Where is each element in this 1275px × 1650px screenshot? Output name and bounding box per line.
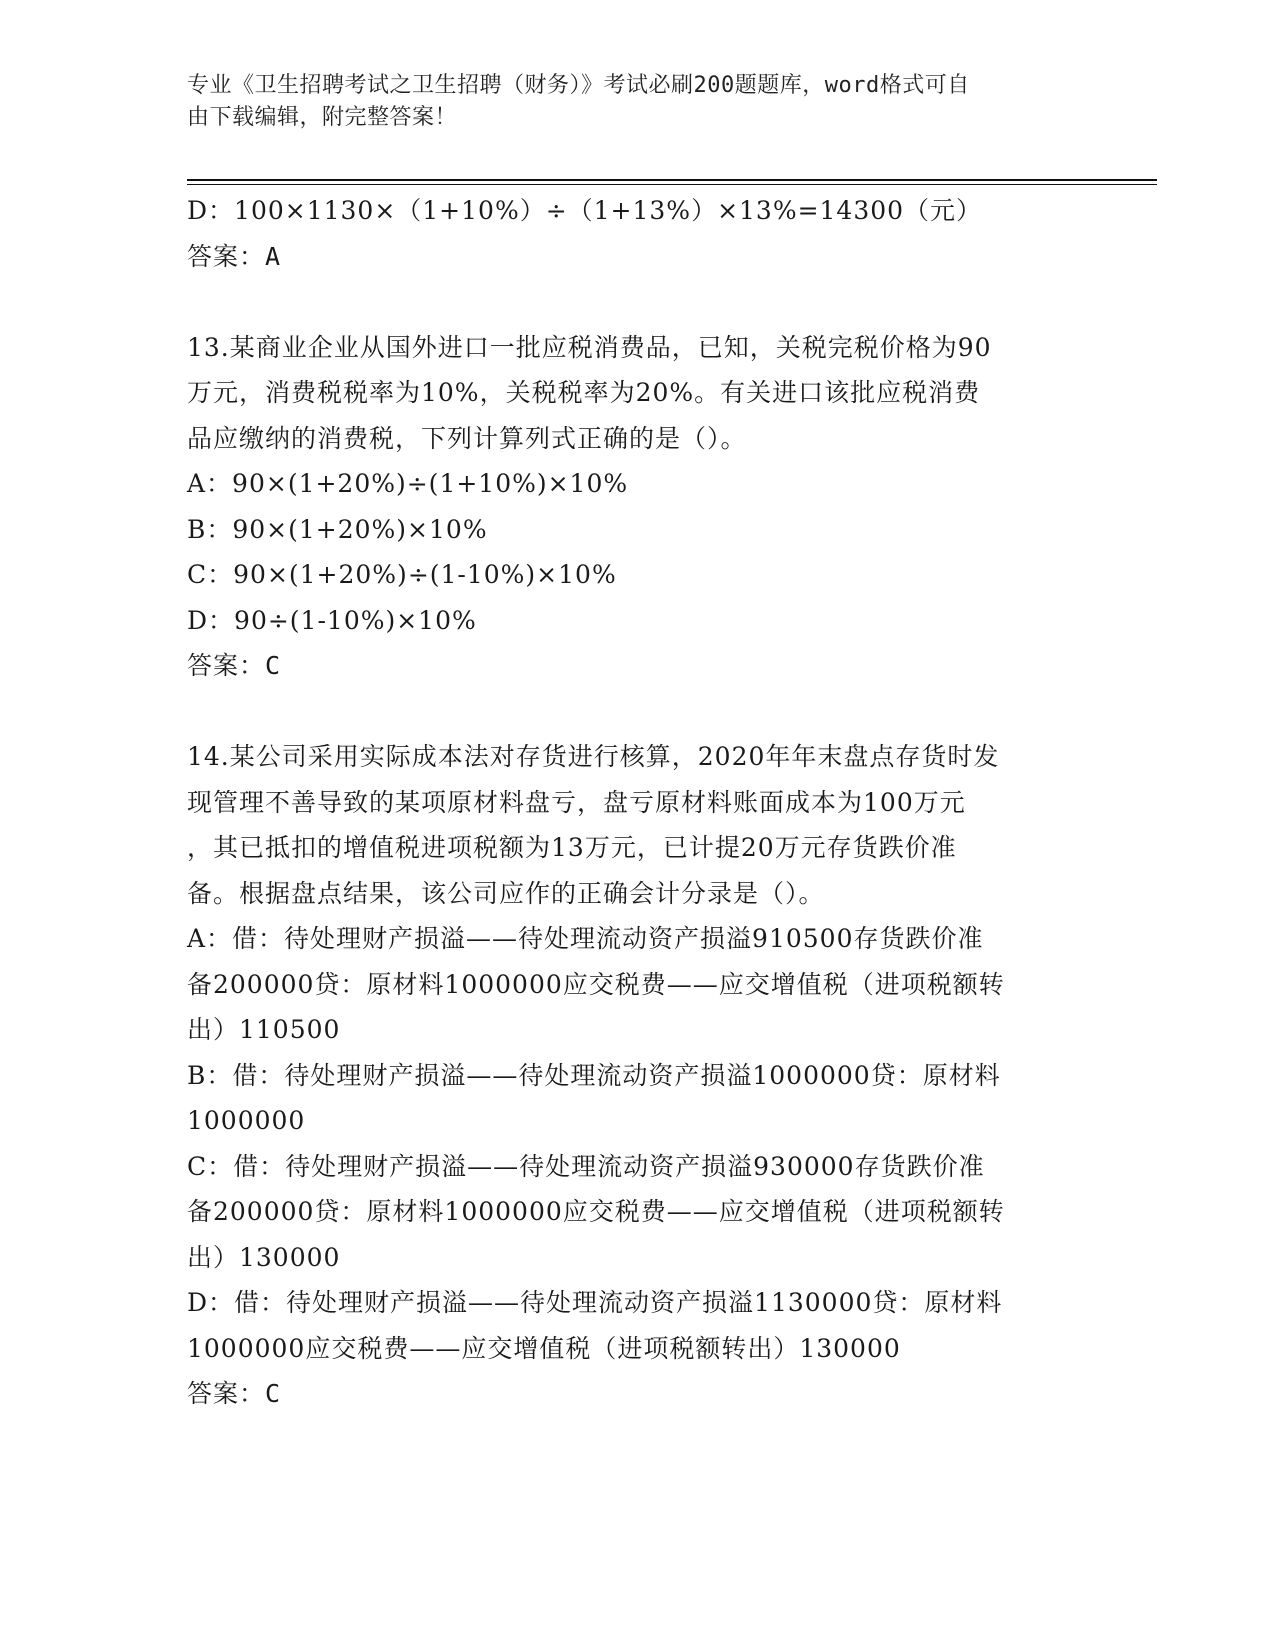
question-stem-line: 万元，消费税税率为10%，关税税率为20%。有关进口该批应税消费	[187, 378, 981, 407]
option-d-line: D：借：待处理财产损溢——待处理流动资产损溢1130000贷：原材料	[187, 1288, 1003, 1317]
spacer	[187, 689, 1087, 735]
option-a: A：90×(1+20%)÷(1+10%)×10%	[187, 469, 629, 498]
option-c: C：90×(1+20%)÷(1-10%)×10%	[187, 560, 617, 589]
option-c-line: 出）130000	[187, 1242, 341, 1272]
question-stem-line: 品应缴纳的消费税，下列计算列式正确的是（）。	[187, 423, 747, 453]
option-b-line: 1000000	[187, 1106, 306, 1135]
option-a-line: A：借：待处理财产损溢——待处理流动资产损溢910500存货跌价准	[187, 924, 984, 953]
option-b-line: B：借：待处理财产损溢——待处理流动资产损溢1000000贷：原材料	[187, 1060, 1001, 1090]
option-d-line: 1000000应交税费——应交增值税（进项税额转出）130000	[187, 1333, 901, 1363]
question-stem-line: 备。根据盘点结果，该公司应作的正确会计分录是（）。	[187, 878, 825, 908]
question-14	[187, 734, 1087, 1417]
option-a-line: 出）110500	[187, 1015, 341, 1044]
document-body	[187, 188, 1087, 1417]
header-rule-thick	[187, 179, 1157, 181]
header-line-2: 由下载编辑，附完整答案！	[187, 105, 458, 130]
page-header	[187, 70, 1087, 134]
option-c-line: 备200000贷：原材料1000000应交税费——应交增值税（进项税额转	[187, 1197, 1005, 1226]
question-stem-line: ，其已抵扣的增值税进项税额为13万元，已计提20万元存货跌价准	[187, 833, 957, 862]
option-d: D：100×1130×（1+10%）÷（1+13%）×13%=14300（元）	[187, 196, 983, 225]
option-c-line: C：借：待处理财产损溢——待处理流动资产损溢930000存货跌价准	[187, 1151, 985, 1181]
question-stem-line: 13.某商业企业从国外进口一批应税消费品，已知，关税完税价格为90	[187, 332, 992, 362]
header-rule-thin	[187, 184, 1157, 185]
spacer	[187, 279, 1087, 325]
question-stem-line: 14.某公司采用实际成本法对存货进行核算，2020年年末盘点存货时发	[187, 742, 1000, 771]
option-d: D：90÷(1-10%)×10%	[187, 605, 477, 635]
header-line-1: 专业《卫生招聘考试之卫生招聘（财务）》考试必刷200题题库，word格式可自	[187, 73, 970, 98]
question-stem-line: 现管理不善导致的某项原材料盘亏，盘亏原材料账面成本为100万元	[187, 787, 966, 817]
question-13	[187, 325, 1087, 689]
answer-line: 答案：C	[187, 1379, 282, 1408]
answer-line: 答案：A	[187, 241, 282, 271]
option-a-line: 备200000贷：原材料1000000应交税费——应交增值税（进项税额转	[187, 969, 1005, 999]
option-b: B：90×(1+20%)×10%	[187, 514, 488, 544]
answer-line: 答案：C	[187, 651, 282, 680]
previous-question-tail	[187, 188, 1087, 279]
